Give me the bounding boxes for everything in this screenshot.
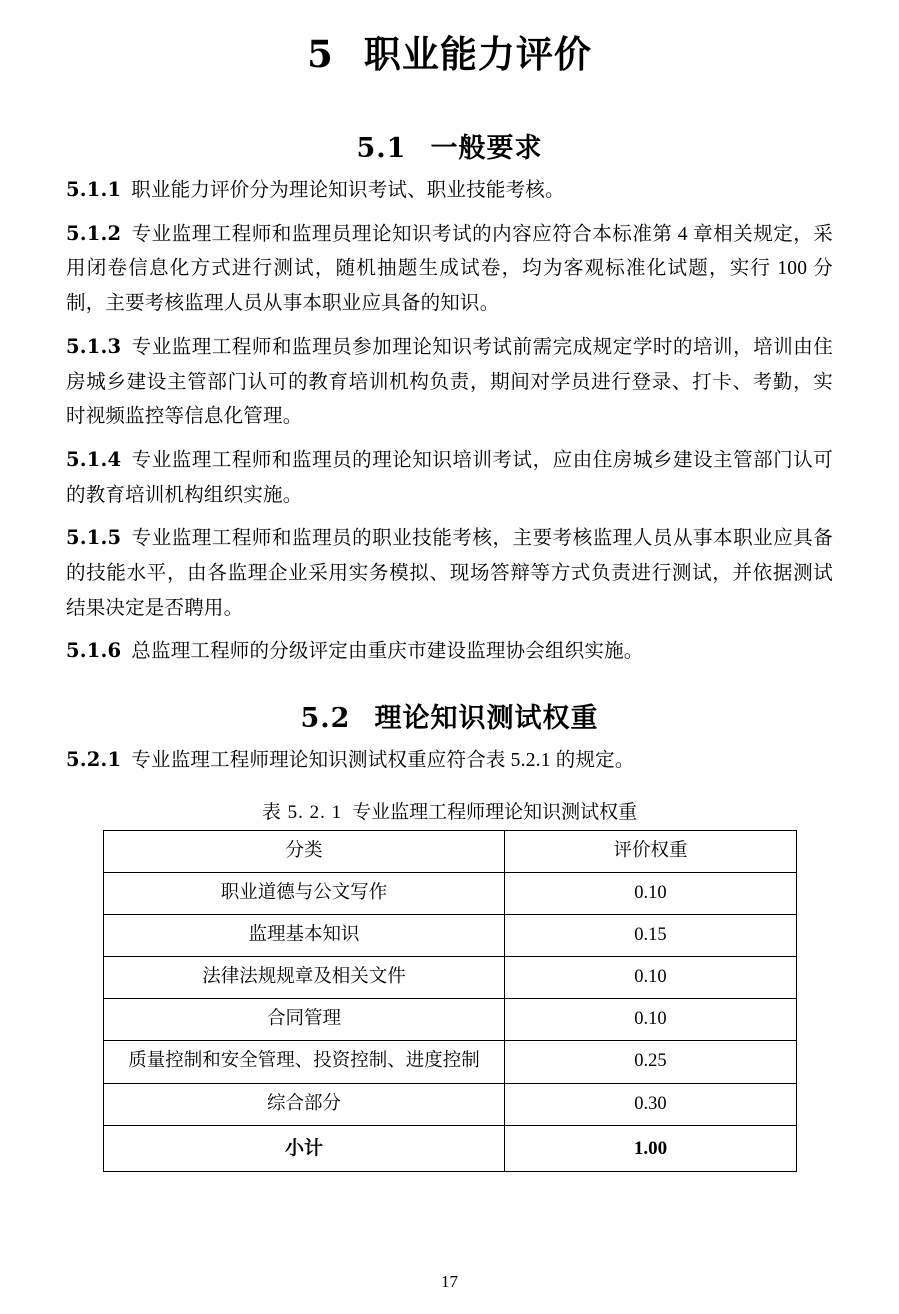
- table-row: [103, 999, 796, 1041]
- section-number-5-1: 5.1: [356, 133, 407, 164]
- section-title-text-5-2: 理论知识测试权重: [374, 703, 599, 735]
- table-row: [103, 915, 796, 957]
- clause-5-1-6: [66, 634, 833, 670]
- cell-weight: 0.25: [505, 1041, 796, 1083]
- table-row: [103, 1083, 796, 1125]
- cell-weight: 0.30: [505, 1083, 796, 1125]
- clause-number: 5.1.4: [66, 447, 122, 471]
- cell-category: 法律法规规章及相关文件: [103, 957, 505, 999]
- clause-number: 5.1.1: [66, 178, 122, 201]
- cell-category: 职业道德与公文写作: [103, 872, 505, 914]
- section-number-5-2: 5.2: [300, 703, 351, 735]
- table-caption: [66, 797, 833, 824]
- cell-weight: 0.15: [505, 915, 796, 957]
- weights-table: [103, 830, 797, 1173]
- clause-text: 职业能力评价分为理论知识考试、职业技能考核。: [131, 180, 565, 201]
- cell-total-label: 小计: [103, 1125, 505, 1172]
- clause-number: 5.1.5: [66, 526, 122, 550]
- cell-weight: 0.10: [505, 999, 796, 1041]
- cell-weight: 0.10: [505, 957, 796, 999]
- cell-weight: 0.10: [505, 872, 796, 914]
- clause-text: 专业监理工程师和监理员的理论知识培训考试，应由住房城乡建设主管部门认可的教育培训机构组织实施。: [66, 449, 833, 506]
- clause-text: 专业监理工程师理论知识测试权重应符合表 5.2.1 的规定。: [131, 750, 635, 772]
- clause-5-1-3: [66, 330, 833, 435]
- cell-category: 质量控制和安全管理、投资控制、进度控制: [103, 1041, 505, 1083]
- table-row: [103, 1041, 796, 1083]
- chapter-title-text: 职业能力评价: [363, 32, 592, 76]
- clause-5-1-1: [66, 173, 833, 209]
- clause-5-1-5: [66, 521, 833, 626]
- clause-5-1-2: [66, 217, 833, 322]
- clause-number: 5.2.1: [66, 748, 122, 772]
- chapter-number: 5: [307, 32, 334, 76]
- clause-number: 5.1.6: [66, 639, 122, 663]
- table-total-row: [103, 1125, 796, 1172]
- cell-category: 综合部分: [103, 1083, 505, 1125]
- section-title-5-1: [66, 126, 833, 165]
- table-caption-text: 专业监理工程师理论知识测试权重: [352, 801, 638, 823]
- table-header-row: [103, 830, 796, 872]
- cell-category: 监理基本知识: [103, 915, 505, 957]
- clause-5-1-4: [66, 443, 833, 513]
- cell-total-weight: 1.00: [505, 1125, 796, 1172]
- page-number: 17: [441, 1272, 458, 1291]
- clause-text: 总监理工程师的分级评定由重庆市建设监理协会组织实施。: [131, 641, 644, 663]
- column-header-weight: 评价权重: [505, 830, 796, 872]
- clause-number: 5.1.3: [66, 334, 122, 358]
- clause-text: 专业监理工程师和监理员参加理论知识考试前需完成规定学时的培训，培训由住房城乡建设主管部门认可的教育培训机构负责，期间对学员进行登录、打卡、考勤，实时视频监控等信息化管理。: [66, 336, 833, 428]
- cell-category: 合同管理: [103, 999, 505, 1041]
- clause-text: 专业监理工程师和监理员的职业技能考核，主要考核监理人员从事本职业应具备的技能水平，由各监理企业采用实务模拟、现场答辩等方式负责进行测试，并依据测试结果决定是否聘用。: [66, 528, 833, 619]
- section-title-text-5-1: 一般要求: [430, 133, 543, 164]
- table-caption-label: 表 5. 2. 1: [261, 801, 343, 823]
- clause-number: 5.1.2: [66, 221, 122, 245]
- column-header-category: 分类: [103, 830, 505, 872]
- clause-5-2-1: [66, 743, 833, 779]
- table-row: [103, 957, 796, 999]
- table-row: [103, 872, 796, 914]
- section-title-5-2: [66, 696, 833, 735]
- chapter-title: [66, 24, 833, 78]
- clause-text: 专业监理工程师和监理员理论知识考试的内容应符合本标准第 4 章相关规定，采用闭卷信息化方式进行测试，随机抽题生成试卷，均为客观标准化试题，实行 100 分制，主要考核监理人员从事本职业应具备的知识。: [66, 223, 833, 315]
